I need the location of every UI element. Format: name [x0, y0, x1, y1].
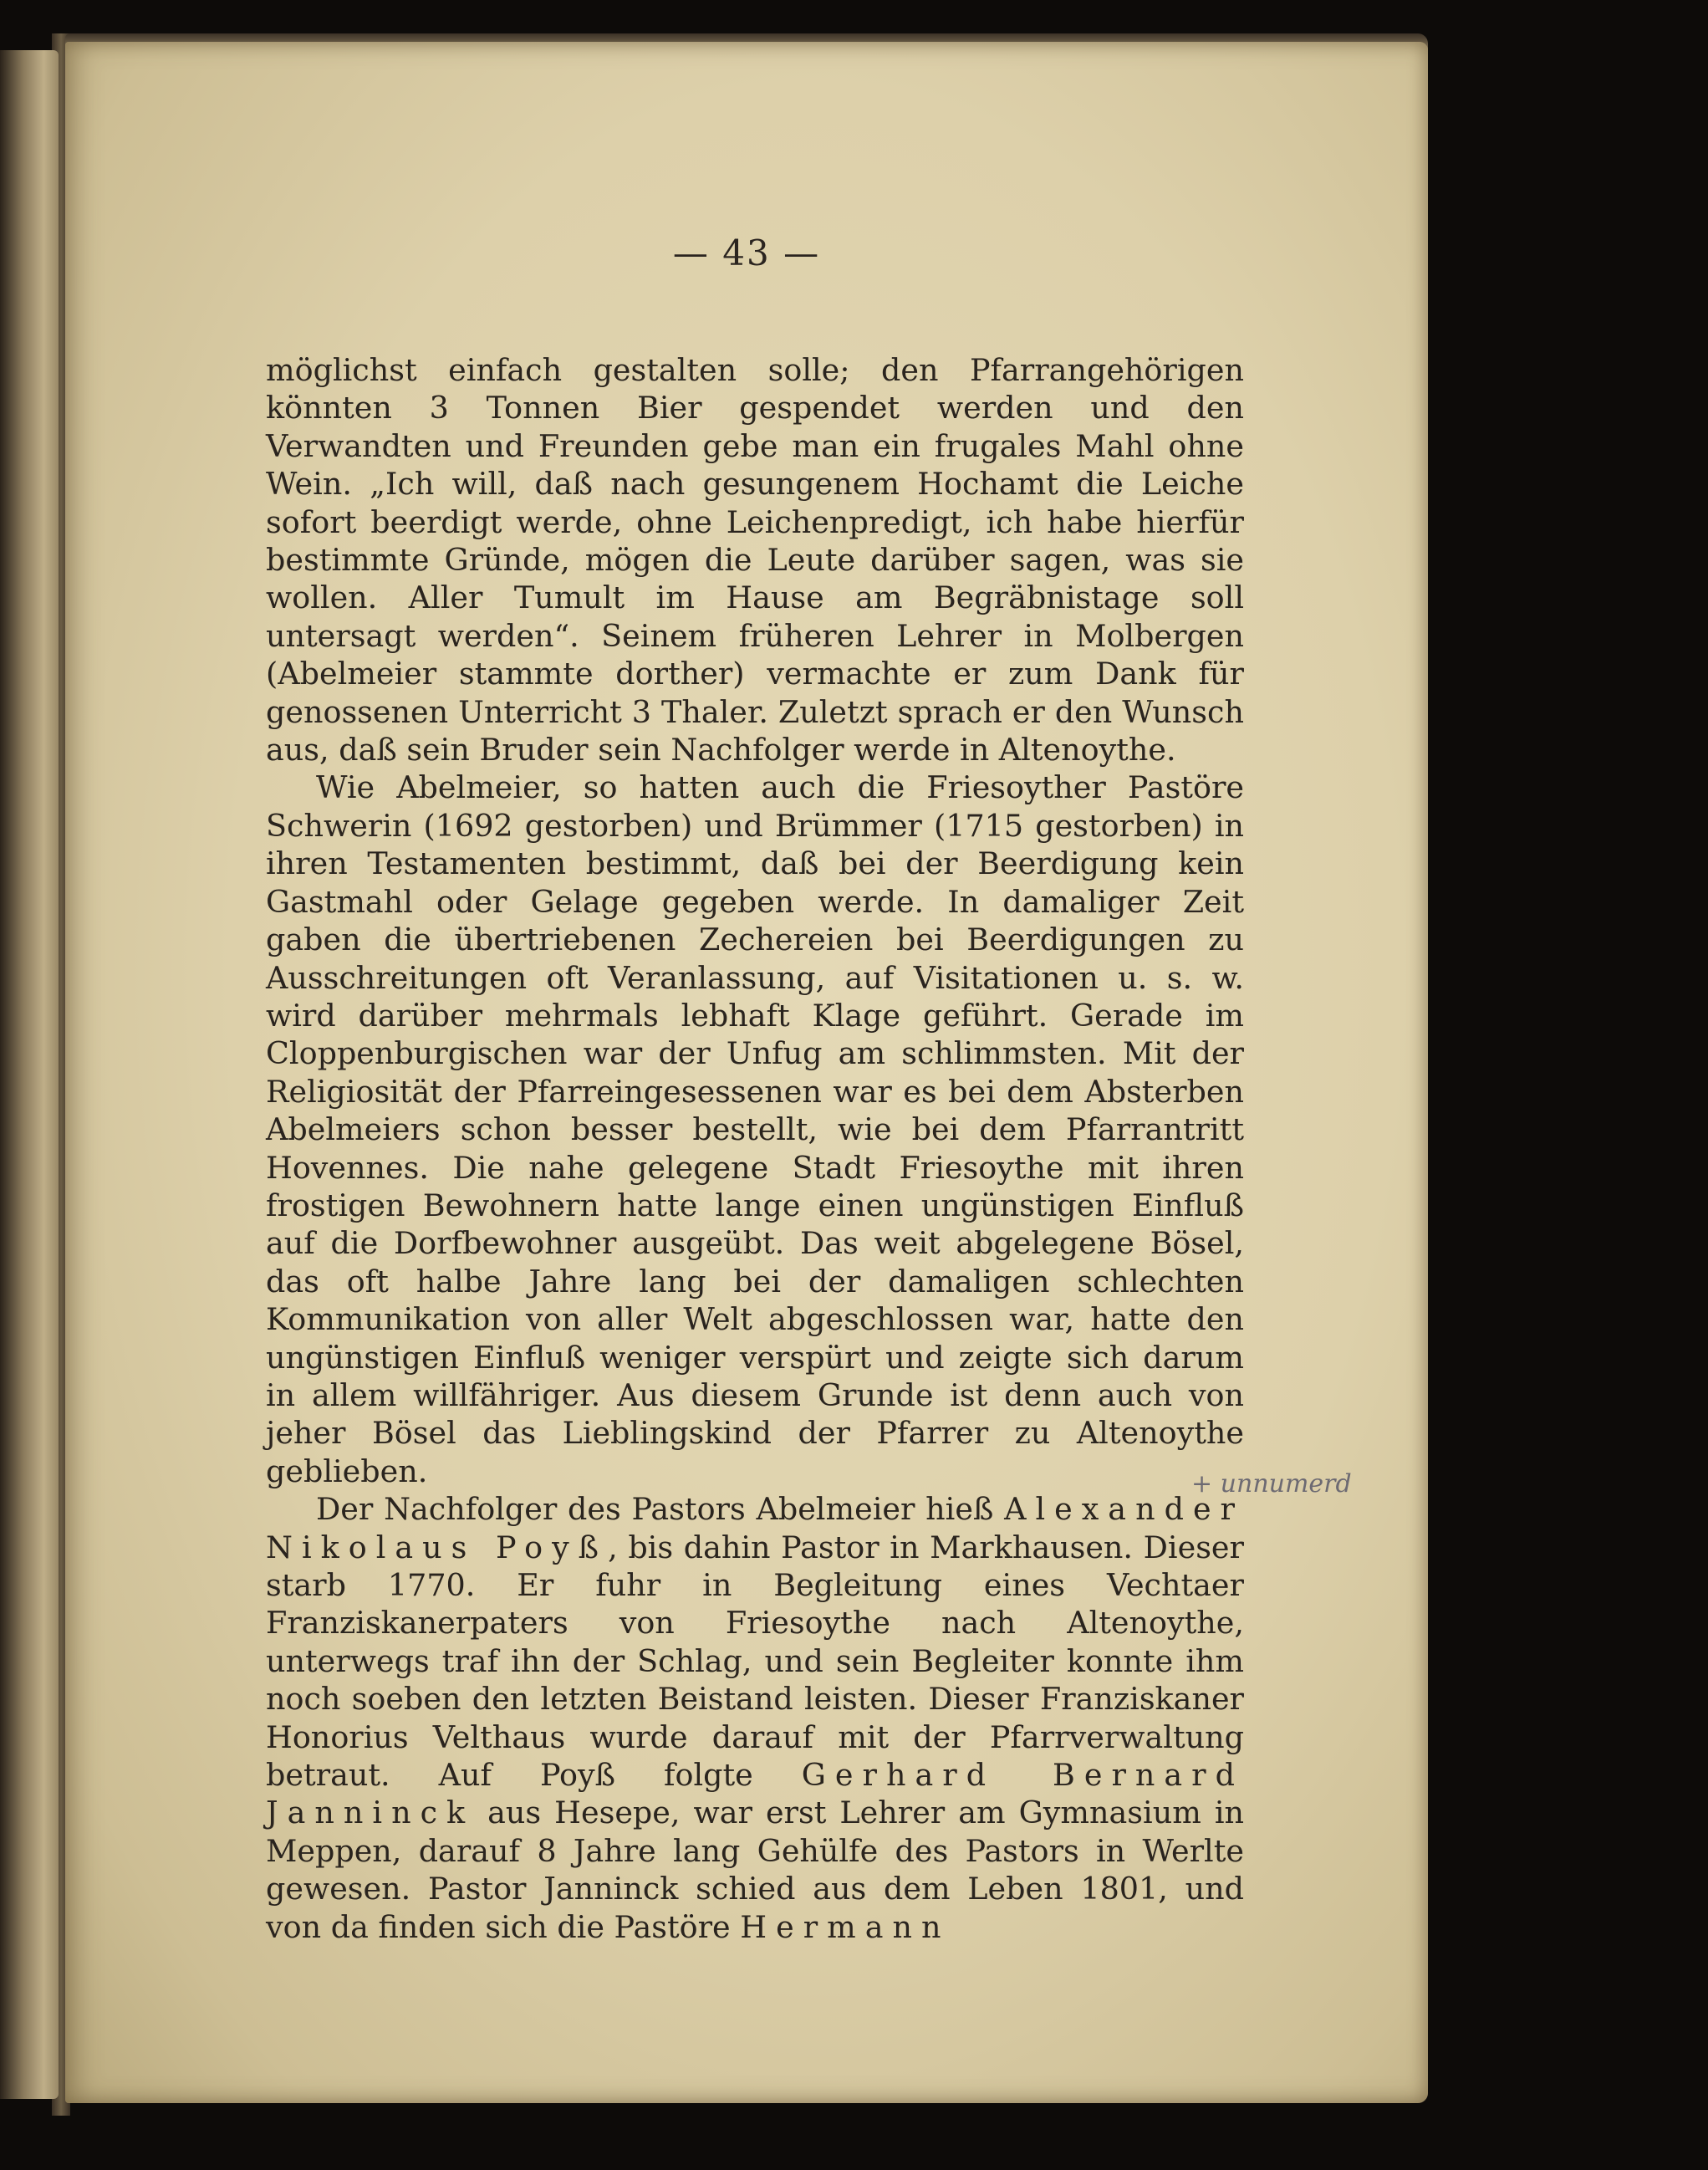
page-body-text — [266, 351, 1244, 1946]
name-janninck: Gerhard Bernard Janninck — [266, 1757, 1244, 1831]
page-number: — 43 — — [672, 232, 821, 273]
name-poyss: Alexander Nikolaus Poyß — [266, 1491, 1244, 1565]
paragraph-3-text-a: Der Nachfolger des Pastors Abelmeier hieß — [316, 1491, 1005, 1528]
paragraph-3-text-c: aus Hesepe, war erst Lehrer am Gymnasium in Meppen, darauf 8 Jahre lang Gehülfe des Pastors in Werlte gewesen. Pastor Janninck schied aus dem Leben 1801, und von da finden sich die Pastöre — [266, 1795, 1244, 1945]
paragraph-3 — [266, 1490, 1244, 1946]
handwritten-margin-note: + unnumerd — [1191, 1469, 1352, 1499]
paragraph-3-text-b: , bis dahin Pastor in Markhausen. Dieser starb 1770. Er fuhr in Begleitung eines Vechtaer Franziskanerpaters von Friesoythe nach Altenoythe, unterwegs traf ihn der Schlag, und sein Begleiter konnte ihm noch soeben den letzten Beistand leisten. Dieser Franziskaner Honorius Velthaus wurde darauf mit der Pfarrverwaltung betraut. Auf Poyß folgte — [266, 1529, 1244, 1794]
book-page — [65, 42, 1428, 2103]
paragraph-2: Wie Abelmeier, so hatten auch die Friesoyther Pastöre Schwerin (1692 gestorben) und Brümmer (1715 gestorben) in ihren Testamenten bestimmt, daß bei der Beerdigung kein Gastmahl oder Gelage gegeben werde. In damaliger Zeit gaben die übertriebenen Zechereien bei Beerdigungen zu Ausschreitungen oft Veranlassung, auf Visitationen u. s. w. wird darüber mehrmals lebhaft Klage geführt. Gerade im Cloppenburgischen war der Unfug am schlimmsten. Mit der Religiosität der Pfarreingesessenen war es bei dem Absterben Abelmeiers schon besser bestellt, wie bei dem Pfarrantritt Hovennes. Die nahe gelegene Stadt Friesoythe mit ihren frostigen Bewohnern hatte lange einen ungünstigen Einfluß auf die Dorfbewohner ausgeübt. Das weit abgelegene Bösel, das oft halbe Jahre lang bei der damaligen schlechten Kommunikation von aller Welt abgeschlossen war, hatte den ungünstigen Einfluß weniger verspürt und zeigte sich darum in allem willfähriger. Aus diesem Grunde ist denn auch von jeher Bösel das Lieblingskind der Pfarrer zu Altenoythe geblieben. — [266, 769, 1244, 1489]
name-hermann: Hermann — [740, 1908, 951, 1945]
previous-page-edge — [0, 50, 59, 2099]
paragraph-1: möglichst einfach gestalten solle; den Pfarrangehörigen könnten 3 Tonnen Bier gespendet werden und den Verwandten und Freunden gebe man ein frugales Mahl ohne Wein. „Ich will, daß nach gesungenem Hochamt die Leiche sofort beerdigt werde, ohne Leichenpredigt, ich habe hierfür bestimmte Gründe, mögen die Leute darüber sagen, was sie wollen. Aller Tumult im Hause am Begräbnistage soll untersagt werden“. Seinem früheren Lehrer in Molbergen (Abelmeier stammte dorther) vermachte er zum Dank für genossenen Unterricht 3 Thaler. Zuletzt sprach er den Wunsch aus, daß sein Bruder sein Nachfolger werde in Altenoythe. — [266, 352, 1244, 768]
